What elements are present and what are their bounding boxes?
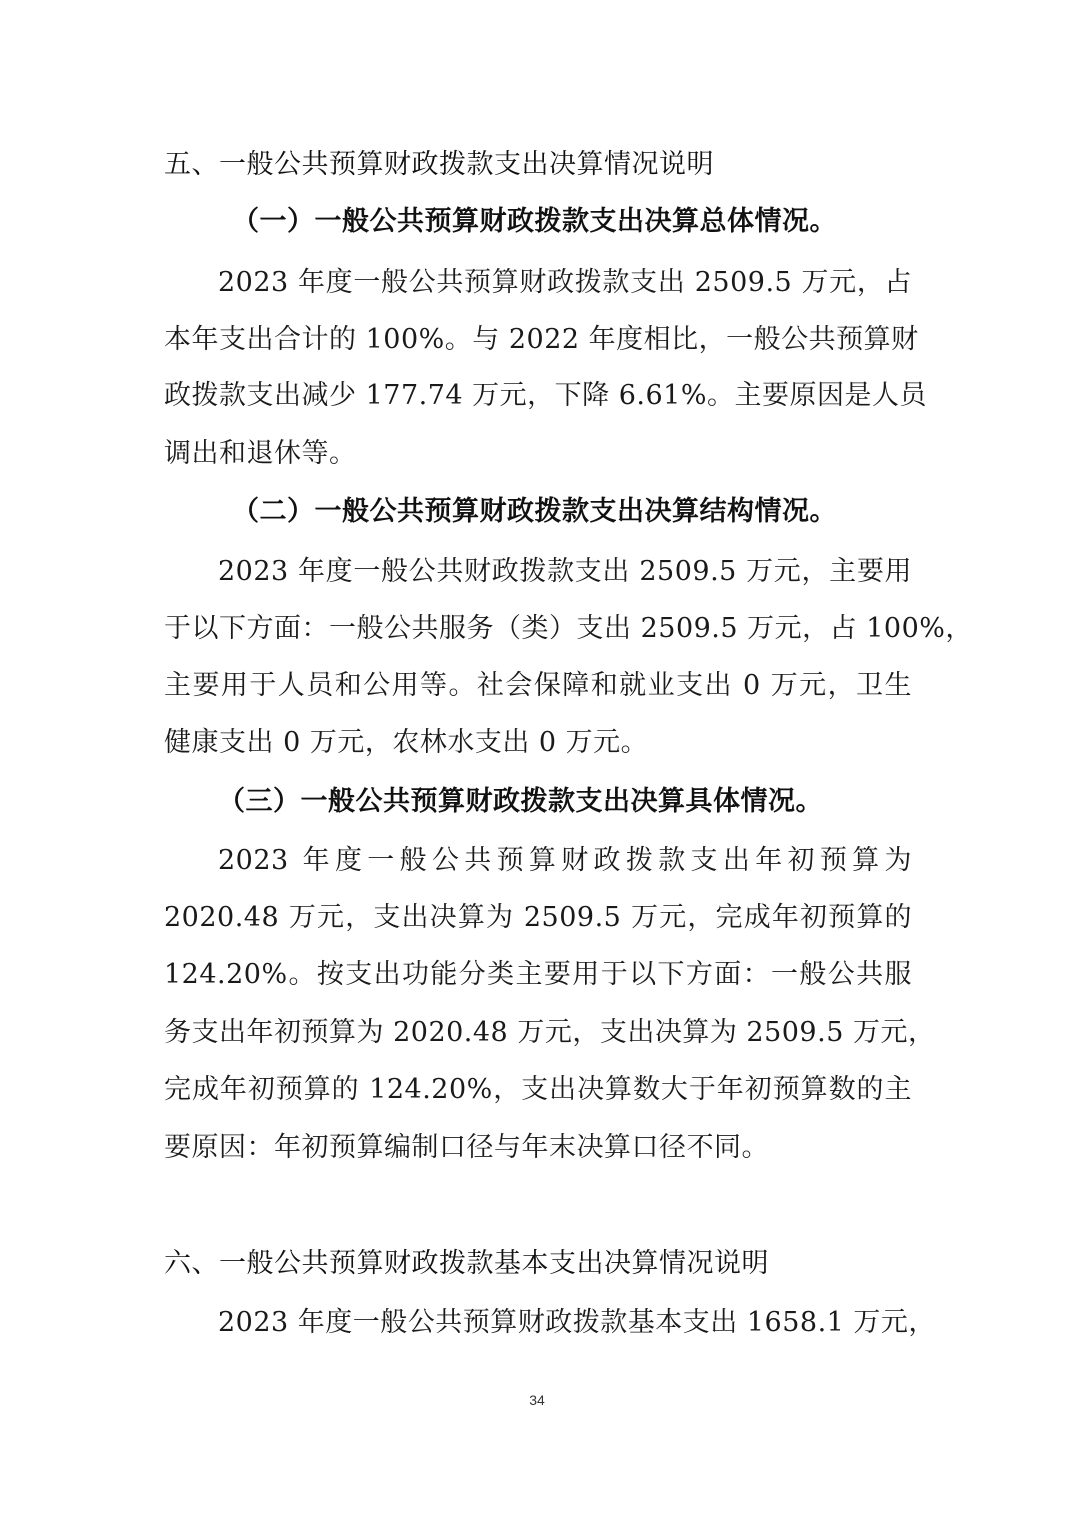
paragraph-line: 要原因：年初预算编制口径与年末决算口径不同。 <box>164 1132 769 1163</box>
paragraph-line: 2023 年度一般公共预算财政拨款基本支出 1658.1 万元， <box>218 1307 936 1338</box>
paragraph-line: 2020.48 万元，支出决算为 2509.5 万元，完成年初预算的 <box>164 902 912 933</box>
paragraph-line: 124.20%。按支出功能分类主要用于以下方面：一般公共服 <box>164 959 912 990</box>
section-6-heading: 六、一般公共预算财政拨款基本支出决算情况说明 <box>164 1248 769 1279</box>
paragraph-line: 调出和退休等。 <box>164 438 357 469</box>
section-5-heading: 五、一般公共预算财政拨款支出决算情况说明 <box>164 149 714 180</box>
subsection-2-heading: （二）一般公共预算财政拨款支出决算结构情况。 <box>232 496 837 527</box>
paragraph-line: 务支出年初预算为 2020.48 万元，支出决算为 2509.5 万元， <box>164 1017 936 1048</box>
page-number: 34 <box>529 1392 545 1408</box>
paragraph-line: 2023 年度一般公共财政拨款支出 2509.5 万元，主要用 <box>218 556 912 587</box>
subsection-3-heading: （三）一般公共预算财政拨款支出决算具体情况。 <box>218 786 823 817</box>
paragraph-line: 健康支出 0 万元，农林水支出 0 万元。 <box>164 727 649 758</box>
paragraph-line: 于以下方面：一般公共服务（类）支出 2509.5 万元，占 100%， <box>164 613 973 644</box>
subsection-1-heading: （一）一般公共预算财政拨款支出决算总体情况。 <box>232 206 837 237</box>
paragraph-line: 政拨款支出减少 177.74 万元，下降 6.61%。主要原因是人员 <box>164 380 927 411</box>
paragraph-line: 2023 年度一般公共预算财政拨款支出 2509.5 万元，占 <box>218 267 912 298</box>
paragraph-line: 2023 年度一般公共预算财政拨款支出年初预算为 <box>218 845 912 876</box>
paragraph-line: 主要用于人员和公用等。社会保障和就业支出 0 万元，卫生 <box>164 670 912 701</box>
paragraph-line: 本年支出合计的 100%。与 2022 年度相比，一般公共预算财 <box>164 324 919 355</box>
paragraph-line: 完成年初预算的 124.20%，支出决算数大于年初预算数的主 <box>164 1074 912 1105</box>
